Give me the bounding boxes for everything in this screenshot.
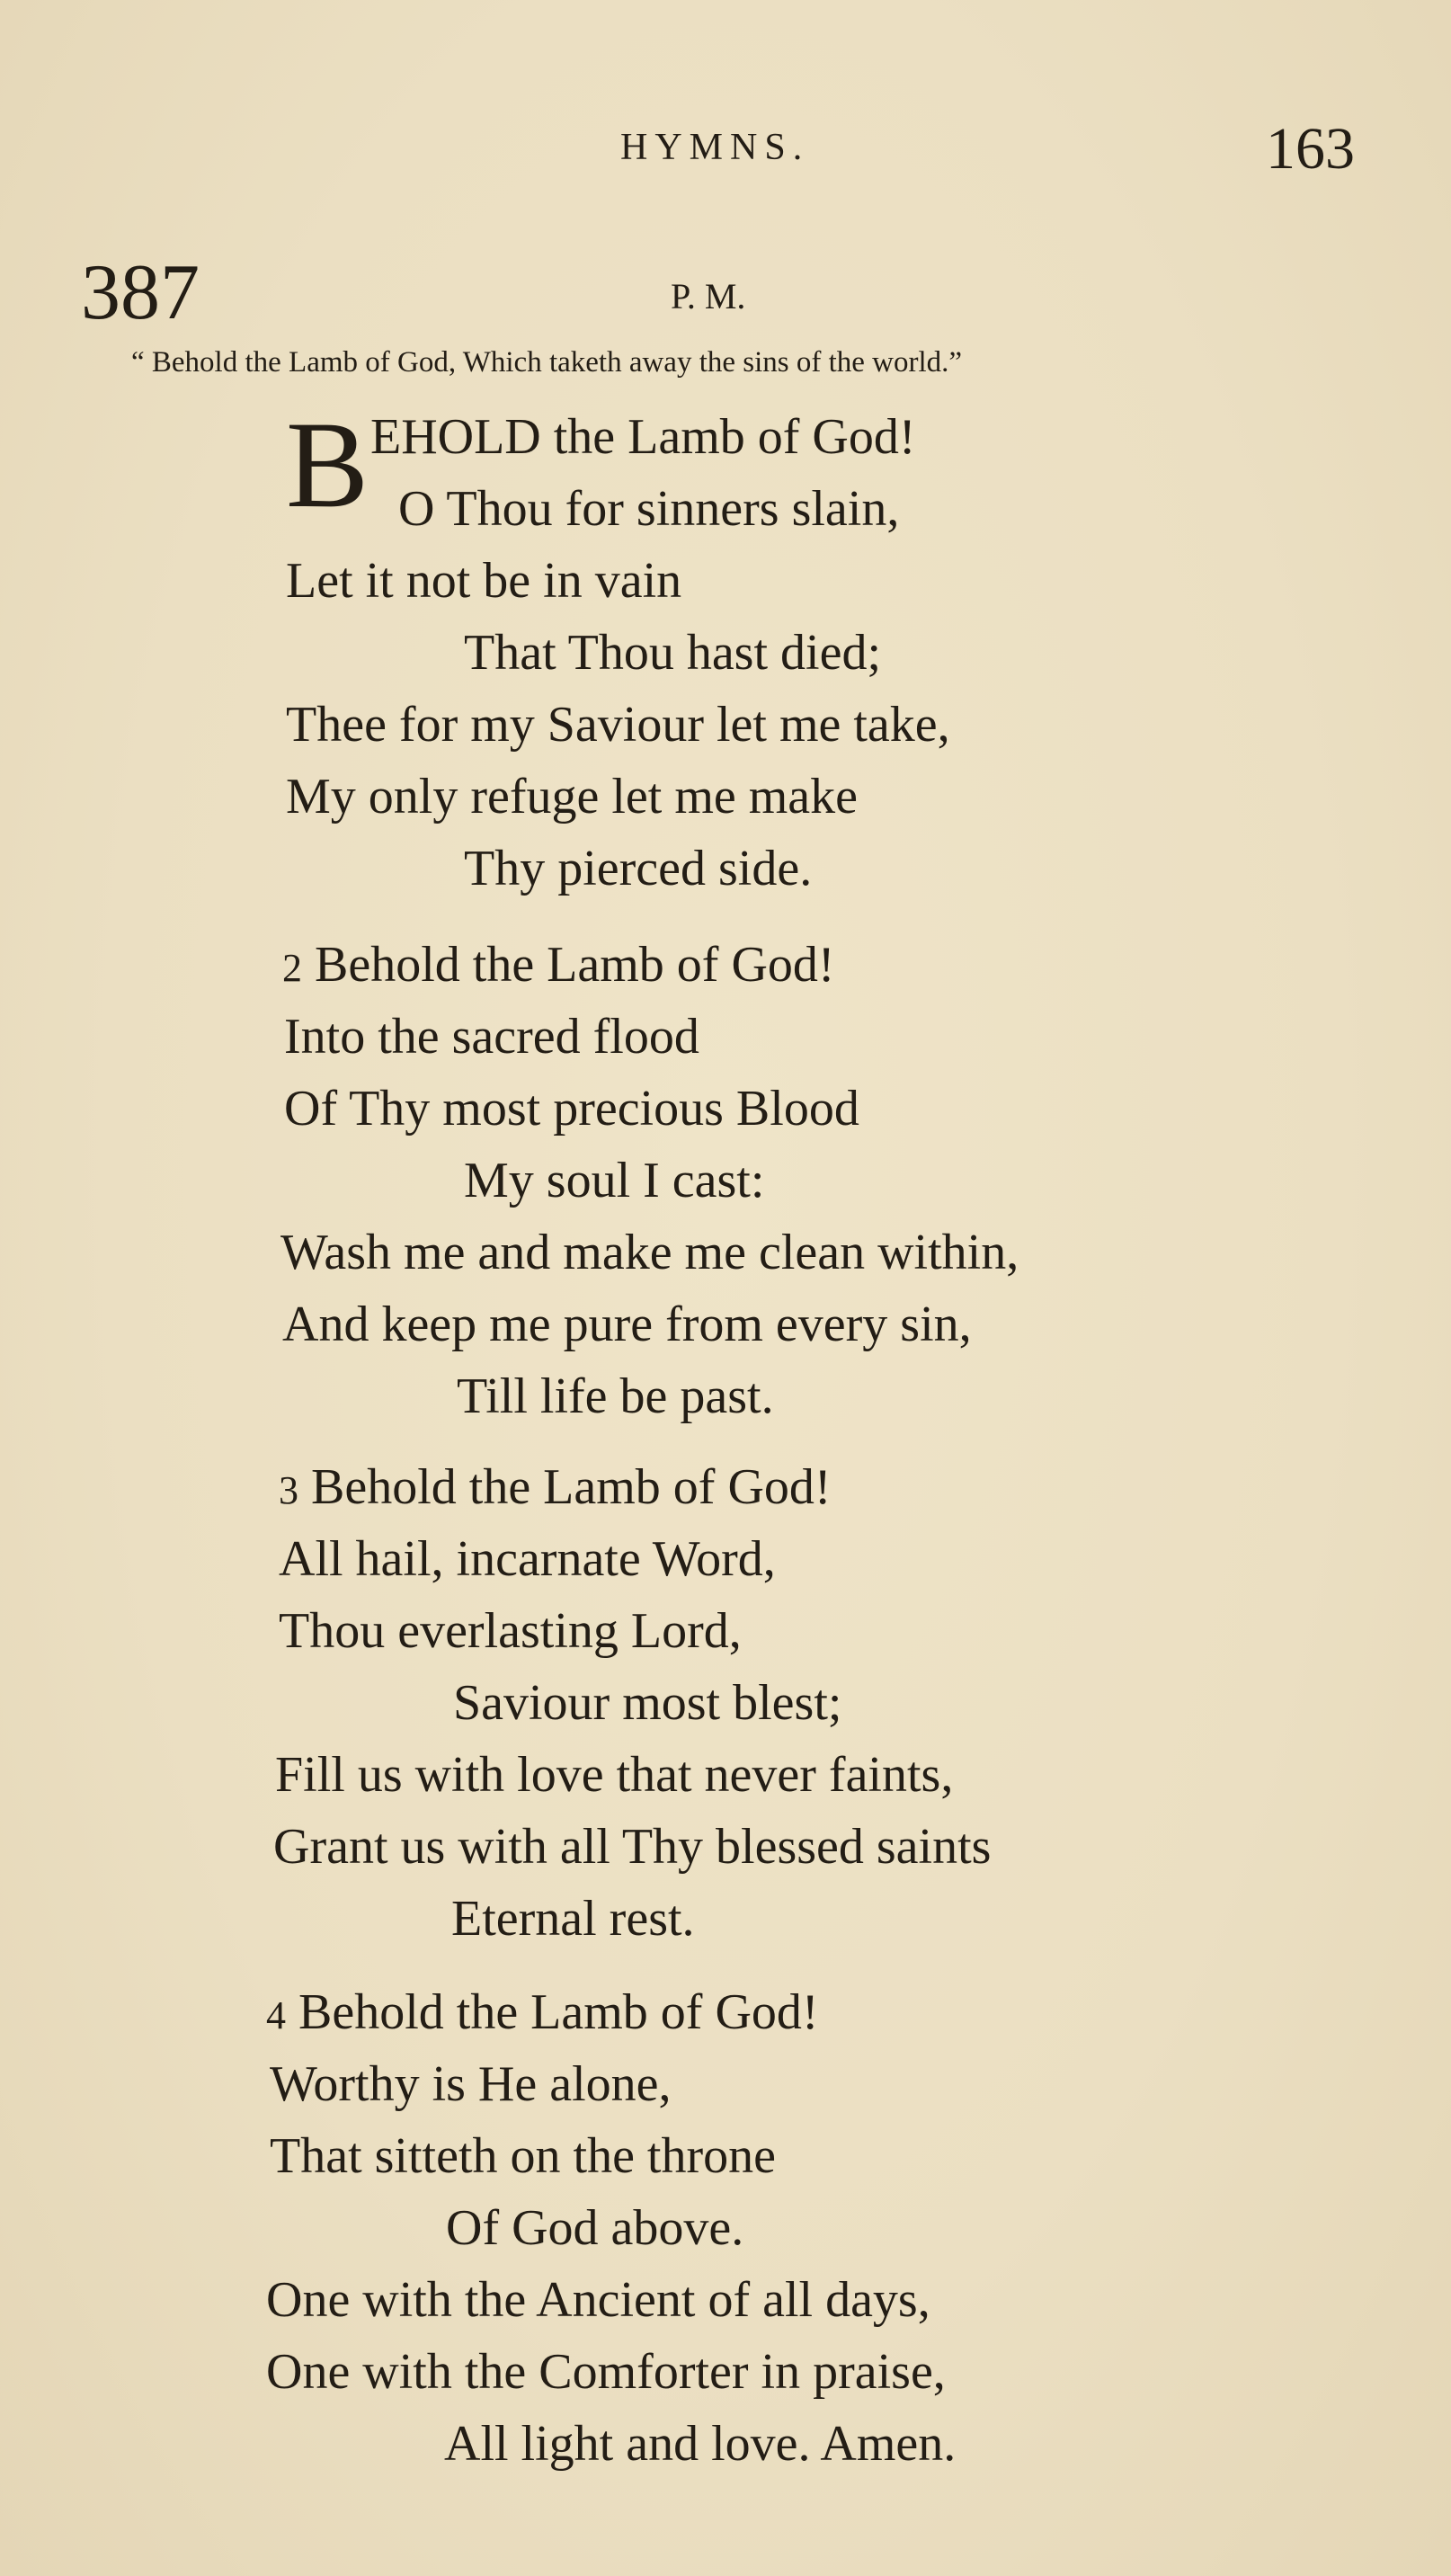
verse-line: O Thou for sinners slain,	[398, 481, 900, 537]
verse-line: Wash me and make me clean within,	[280, 1225, 1019, 1280]
verse-line: Of God above.	[446, 2200, 744, 2256]
hymn-meter: P. M.	[671, 276, 746, 316]
page-number: 163	[1266, 116, 1355, 182]
verse-line: That Thou hast died;	[464, 625, 881, 681]
hymn-epigraph: “ Behold the Lamb of God, Which taketh away the sins of the world.”	[131, 346, 963, 379]
verse-line: Eternal rest.	[451, 1891, 695, 1947]
verse-line: Fill us with love that never faints,	[275, 1747, 954, 1803]
verse-line: One with the Comforter in praise,	[266, 2344, 946, 2400]
verse-text: Behold the Lamb of God!	[315, 937, 835, 993]
verse-line: Saviour most blest;	[453, 1675, 842, 1731]
verse-line: My only refuge let me make	[286, 769, 859, 824]
running-head: HYMNS.	[620, 127, 810, 168]
drop-cap: B	[286, 396, 369, 533]
verse-line: That sitteth on the throne	[270, 2128, 776, 2184]
verse-line: Thee for my Saviour let me take,	[286, 697, 950, 753]
verse-line: Worthy is He alone,	[270, 2056, 672, 2112]
verse-line: And keep me pure from every sin,	[282, 1297, 972, 1352]
verse-text: Behold the Lamb of God!	[298, 1984, 819, 2040]
verse-line: Grant us with all Thy blessed saints	[273, 1819, 992, 1875]
stanza-number: 3	[279, 1468, 298, 1512]
hymn-number: 387	[81, 249, 200, 336]
verse-line: My soul I cast:	[464, 1153, 765, 1208]
verse-line: Of Thy most precious Blood	[284, 1081, 859, 1136]
verse-line	[279, 1458, 832, 1516]
verse-line: Thou everlasting Lord,	[279, 1603, 742, 1659]
verse-line: All light and love. Amen.	[444, 2416, 957, 2472]
verse-line: Thy pierced side.	[464, 841, 813, 896]
verse-text: Behold the Lamb of God!	[311, 1459, 832, 1515]
verse-line: One with the Ancient of all days,	[266, 2272, 930, 2328]
verse-line: Into the sacred flood	[284, 1009, 699, 1065]
verse-line: EHOLD the Lamb of God!	[370, 409, 916, 465]
verse-line: Let it not be in vain	[286, 553, 682, 609]
verse-line: All hail, incarnate Word,	[279, 1531, 776, 1587]
verse-line: Till life be past.	[457, 1368, 774, 1424]
verse-line	[266, 1983, 819, 2041]
stanza-number: 2	[282, 946, 302, 990]
verse-line	[282, 936, 835, 994]
stanza-number: 4	[266, 1993, 286, 2037]
